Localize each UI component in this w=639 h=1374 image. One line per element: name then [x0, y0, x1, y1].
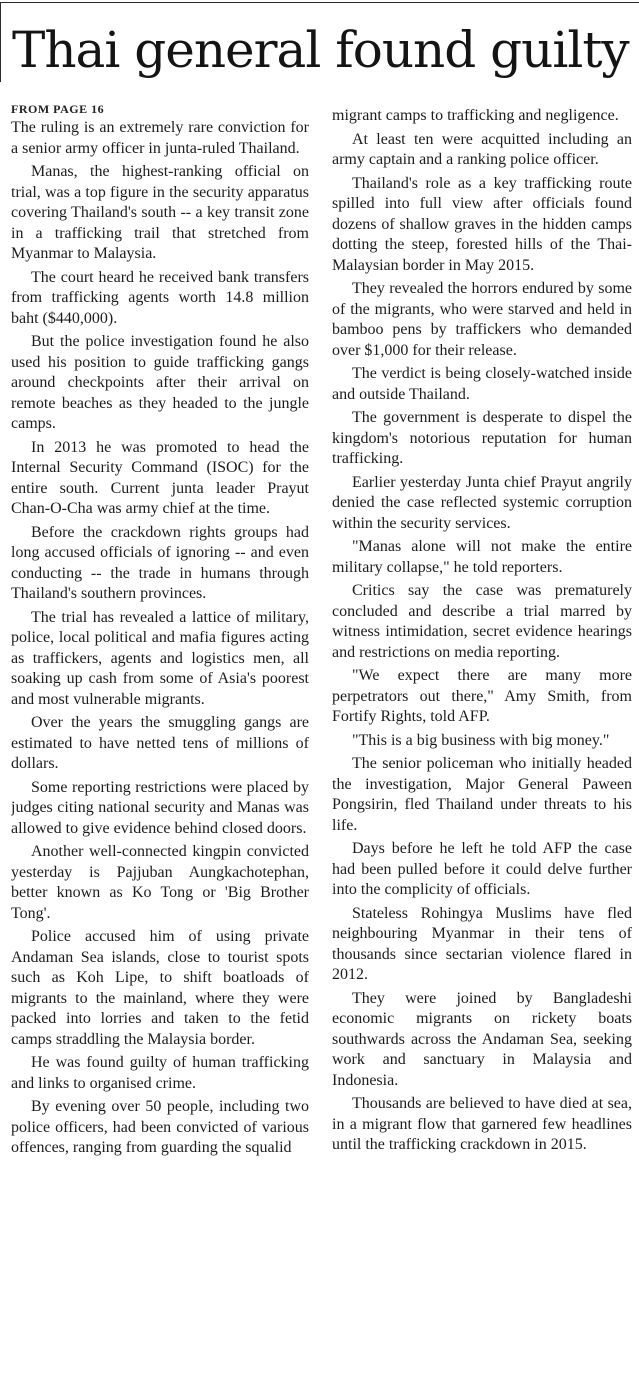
paragraph: By evening over 50 people, including two police officers, had been convicted of various offences, ranging from guarding the squalid [11, 1098, 309, 1156]
paragraph: Some reporting restrictions were placed by judges citing national security and Manas was allowed to give evidence behind closed doors. [11, 778, 309, 837]
paragraph: "This is a big business with big money." [352, 731, 610, 749]
paragraph: Thousands are believed to have died at sea, in a migrant flow that garnered few headlines until the trafficking crackdown in 2015. [332, 1095, 632, 1153]
top-rule [0, 2, 639, 3]
paragraph: The trial has revealed a lattice of military, police, local political and mafia figures acting as traffickers, agents and logistics men, all soaking up cash from some of Asia's poorest and most vulnerable migrants. [11, 608, 309, 708]
paragraph: Over the years the smuggling gangs are estimated to have netted tens of millions of dollars. [11, 714, 309, 772]
paragraph: Critics say the case was prematurely concluded and describe a trial marred by witness intimidation, secret evidence hearings and restrictions on media reporting. [332, 582, 632, 661]
article-column-left [11, 102, 309, 1370]
left-rule [0, 2, 1, 82]
paragraph: "We expect there are many more perpetrators out there," Amy Smith, from Fortify Rights, told AFP. [332, 667, 632, 725]
paragraph: Police accused him of using private Andaman Sea islands, close to tourist spots such as Koh Lipe, to shift boatloads of migrants to the mainland, where they were packed into lorries and taken to the fetid camps straddling the Malaysia border. [11, 928, 309, 1048]
article-column-right [332, 106, 632, 1374]
dateline: FROM PAGE 16 [11, 102, 105, 116]
paragraph: Days before he left he told AFP the case had been pulled before it could delve further into the complicity of officials. [332, 840, 632, 898]
paragraph: The government is desperate to dispel the kingdom's notorious reputation for human trafficking. [332, 409, 632, 467]
paragraph: The ruling is an extremely rare conviction for a senior army officer in junta-ruled Thailand. [11, 119, 309, 157]
paragraph: But the police investigation found he also used his position to guide trafficking gangs around checkpoints after their arrival on remote beaches as they headed to the jungle camps. [11, 333, 309, 432]
paragraph: He was found guilty of human trafficking and links to organised crime. [11, 1054, 309, 1092]
paragraph: Earlier yesterday Junta chief Prayut angrily denied the case reflected systemic corruption within the security services. [332, 473, 632, 532]
paragraph: Thailand's role as a key trafficking route spilled into full view after officials found dozens of shallow graves in the hidden camps dotting the steep, forested hills of the Thai-Malaysian border in May 2015. [332, 174, 632, 274]
paragraph: At least ten were acquitted including an army captain and a ranking police officer. [332, 130, 632, 168]
paragraph: migrant camps to trafficking and negligence. [332, 107, 619, 124]
paragraph: In 2013 he was promoted to head the Internal Security Command (ISOC) for the entire south. Current junta leader Prayut Chan-O-Cha was army chief at the time. [11, 438, 309, 517]
paragraph: They were joined by Bangladeshi economic migrants on rickety boats southwards across the Andaman Sea, seeking work and sanctuary in Malaysia and Indonesia. [332, 989, 632, 1089]
paragraph: The senior policeman who initially headed the investigation, Major General Paween Pongsirin, fled Thailand under threats to his life. [332, 755, 632, 834]
paragraph: Manas, the highest-ranking official on trial, was a top figure in the security apparatus covering Thailand's south -- a key transit zone in a trafficking trail that stretched from Myanmar to Malaysia. [11, 163, 309, 262]
paragraph: "Manas alone will not make the entire military collapse," he told reporters. [332, 538, 632, 576]
paragraph: They revealed the horrors endured by some of the migrants, who were starved and held in bamboo pens by traffickers who demanded over $1,000 for their release. [332, 280, 632, 359]
paragraph: Another well-connected kingpin convicted yesterday is Pajjuban Aungkachotephan, better known as Ko Tong or 'Big Brother Tong'. [11, 843, 309, 922]
paragraph: The verdict is being closely-watched inside and outside Thailand. [332, 365, 632, 403]
paragraph: The court heard he received bank transfers from trafficking agents worth 14.8 million baht ($440,000). [11, 268, 309, 327]
paragraph: Before the crackdown rights groups had long accused officials of ignoring -- and even conducting -- the trade in humans through Thailand's southern provinces. [11, 523, 309, 602]
paragraph: Stateless Rohingya Muslims have fled neighbouring Myanmar in their tens of thousands since sectarian violence flared in 2012. [332, 904, 632, 983]
headline: Thai general found guilty [12, 21, 629, 79]
